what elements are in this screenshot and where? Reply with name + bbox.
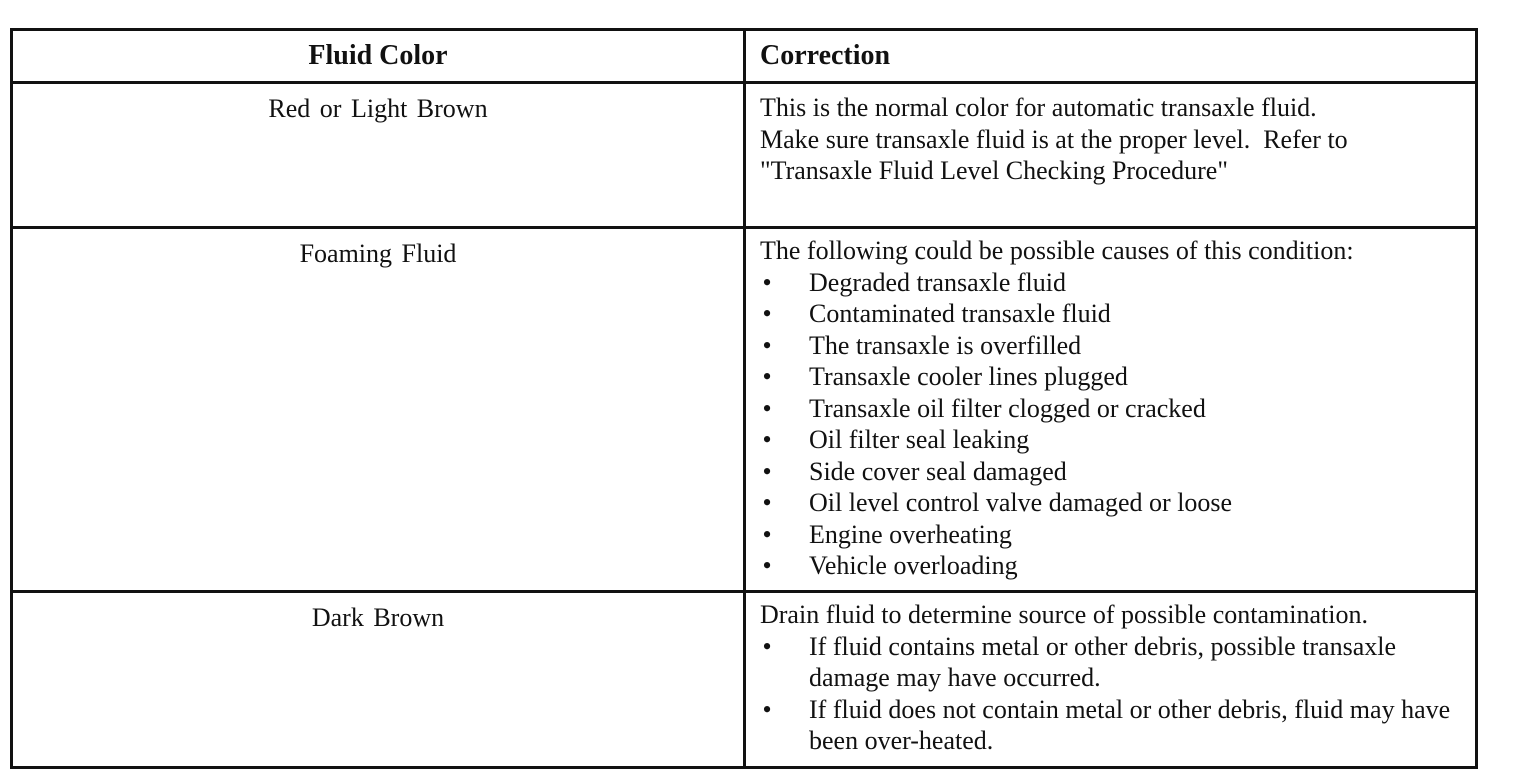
bullet-icon: • xyxy=(762,393,772,423)
list-item: • Vehicle overloading xyxy=(760,550,1467,582)
contamination-list xyxy=(760,631,1467,757)
bullet-icon: • xyxy=(762,456,772,486)
table-header-row xyxy=(12,30,1477,83)
table-row xyxy=(12,83,1477,228)
bullet-icon: • xyxy=(762,299,772,328)
list-item: • If fluid does not contain metal or other debris, fluid may have been over-heated. xyxy=(760,694,1467,757)
list-item: • Engine overheating xyxy=(760,519,1467,551)
correction-line: "Transaxle Fluid Level Checking Procedure" xyxy=(760,156,1228,185)
list-item: • Transaxle cooler lines plugged xyxy=(760,361,1467,393)
list-item: • Side cover seal damaged xyxy=(760,456,1467,488)
fluid-color-cell: Dark Brown xyxy=(12,592,745,768)
fluid-color-cell: Red or Light Brown xyxy=(12,83,745,228)
correction-line: This is the normal color for automatic transaxle fluid. xyxy=(760,93,1317,122)
correction-cell xyxy=(745,592,1477,768)
correction-intro: Drain fluid to determine source of possible contamination. xyxy=(760,600,1368,629)
list-item: • The transaxle is overfilled xyxy=(760,330,1467,362)
list-item: • Oil filter seal leaking xyxy=(760,424,1467,456)
list-item: • Transaxle oil filter clogged or cracked xyxy=(760,393,1467,425)
list-item: • Contaminated transaxle fluid xyxy=(760,298,1467,330)
bullet-icon: • xyxy=(762,551,772,580)
correction-cell xyxy=(745,228,1477,592)
bullet-icon: • xyxy=(762,362,772,391)
fluid-color-cell: Foaming Fluid xyxy=(12,228,745,592)
cause-list xyxy=(760,267,1467,582)
list-item: • If fluid contains metal or other debris, possible transaxle damage may have occurred. xyxy=(760,631,1467,694)
correction-line: Make sure transaxle fluid is at the proper level. Refer to xyxy=(760,124,1348,154)
header-fluid-color: Fluid Color xyxy=(12,30,745,83)
list-item: • Oil level control valve damaged or loose xyxy=(760,487,1467,519)
bullet-icon: • xyxy=(762,488,772,517)
table-row xyxy=(12,228,1477,592)
bullet-icon: • xyxy=(762,694,772,724)
bullet-icon: • xyxy=(762,519,772,549)
list-item: • Degraded transaxle fluid xyxy=(760,267,1467,299)
fluid-color-table xyxy=(10,28,1478,769)
correction-intro: The following could be possible causes of this condition: xyxy=(760,236,1354,265)
bullet-icon: • xyxy=(762,425,772,454)
bullet-icon: • xyxy=(762,267,772,297)
table-row xyxy=(12,592,1477,768)
correction-cell xyxy=(745,83,1477,228)
bullet-icon: • xyxy=(762,330,772,360)
bullet-icon: • xyxy=(762,631,772,661)
header-correction: Correction xyxy=(745,30,1477,83)
